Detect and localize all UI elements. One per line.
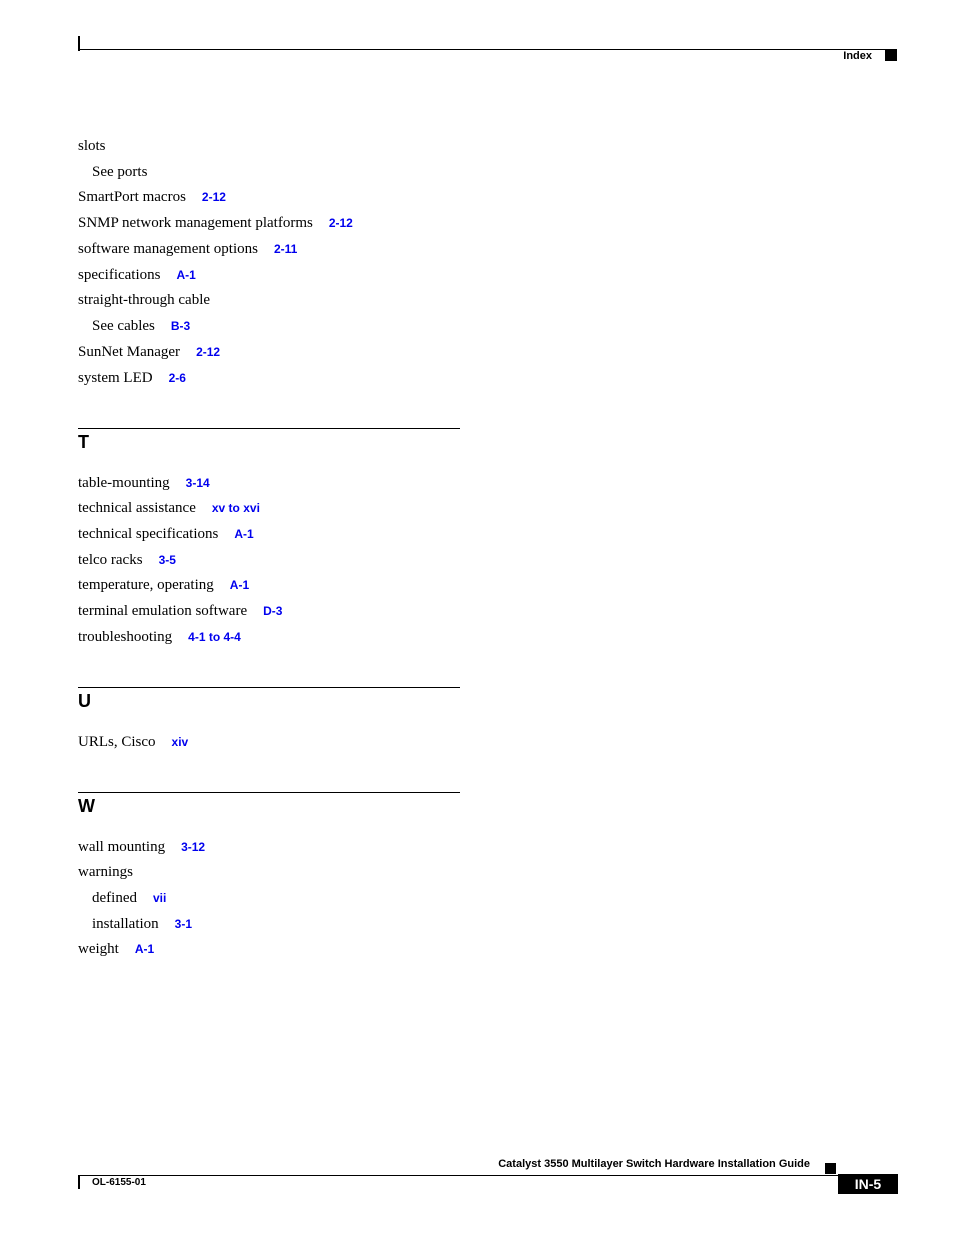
entry-term: defined [92, 890, 137, 906]
entry-term: technical specifications [78, 526, 219, 542]
header-rule [78, 49, 897, 50]
index-entry [78, 343, 220, 361]
section-rule [78, 428, 460, 429]
page-ref-link[interactable]: 4-1 to 4-4 [188, 630, 241, 644]
entry-term: system LED [78, 370, 153, 386]
index-subentry [92, 915, 192, 933]
footer-marker-box [825, 1163, 836, 1174]
section-heading-u: U [78, 691, 91, 711]
entry-term: troubleshooting [78, 629, 173, 645]
page-ref-link[interactable]: 2-12 [328, 216, 353, 230]
footer-tick-mark [78, 1175, 80, 1189]
footer-doc-number: OL-6155-01 [92, 1177, 146, 1188]
index-entry [78, 602, 282, 620]
page-ref-link[interactable]: xv to xvi [211, 501, 260, 515]
page-ref-link[interactable]: 3-12 [181, 840, 206, 854]
index-entry [78, 551, 176, 569]
index-entry [78, 863, 133, 881]
entry-term: See ports [92, 164, 148, 180]
index-entry [78, 733, 188, 751]
index-subentry [92, 889, 166, 907]
page-ref-link[interactable]: xiv [171, 735, 189, 749]
entry-term: URLs, Cisco [78, 734, 156, 750]
index-entry [78, 940, 154, 958]
entry-term: temperature, operating [78, 577, 214, 593]
entry-term: straight-through cable [78, 292, 211, 308]
page-ref-link[interactable]: B-3 [170, 319, 191, 333]
page-ref-link[interactable]: 2-12 [196, 345, 221, 359]
entry-term: software management options [78, 241, 258, 257]
page-ref-link[interactable]: D-3 [263, 604, 283, 618]
entry-term: SmartPort macros [78, 189, 186, 205]
entry-term: See cables [92, 318, 155, 334]
index-entry [78, 499, 260, 517]
footer-rule [78, 1175, 897, 1176]
index-entry [78, 628, 241, 646]
page-ref-link[interactable]: 3-14 [185, 476, 210, 490]
index-entry [78, 838, 205, 856]
section-rule [78, 687, 460, 688]
entry-term: SNMP network management platforms [78, 215, 313, 231]
page-ref-link[interactable]: A-1 [134, 942, 155, 956]
entry-term: specifications [78, 267, 161, 283]
page-ref-link[interactable]: 3-5 [158, 553, 176, 567]
entry-term: terminal emulation software [78, 603, 248, 619]
section-heading-t: T [78, 432, 89, 452]
index-entry [78, 369, 186, 387]
page-ref-link[interactable]: 2-11 [273, 242, 298, 256]
index-entry [78, 214, 353, 232]
page-ref-link[interactable]: A-1 [176, 268, 196, 282]
index-entry [78, 576, 249, 594]
page-ref-link[interactable]: 3-1 [174, 917, 193, 931]
page-ref-link[interactable]: 2-12 [201, 190, 226, 204]
entry-term: weight [78, 941, 119, 957]
entry-term: technical assistance [78, 500, 196, 516]
index-entry [78, 188, 226, 206]
page-ref-link[interactable]: 2-6 [168, 371, 186, 385]
entry-term: wall mounting [78, 839, 166, 855]
header-marker-box [885, 50, 897, 61]
page-ref-link[interactable]: A-1 [234, 527, 254, 541]
entry-term: table-mounting [78, 475, 170, 491]
index-entry [78, 291, 210, 309]
entry-term: warnings [78, 864, 133, 880]
header-section-label: Index [843, 50, 872, 62]
section-rule [78, 792, 460, 793]
footer-page-number: IN-5 [838, 1174, 898, 1194]
section-heading-w: W [78, 796, 95, 816]
index-entry [78, 474, 210, 492]
index-entry [78, 240, 297, 258]
entry-term: SunNet Manager [78, 344, 181, 360]
entry-term: telco racks [78, 552, 143, 568]
page-ref-link[interactable]: A-1 [229, 578, 250, 592]
index-subentry [92, 163, 147, 181]
index-subentry [92, 317, 190, 335]
entry-term: slots [78, 138, 106, 154]
index-entry [78, 137, 106, 155]
footer-guide-title: Catalyst 3550 Multilayer Switch Hardware Installation Guide [498, 1158, 810, 1170]
entry-term: installation [92, 916, 159, 932]
page-ref-link[interactable]: vii [152, 891, 167, 905]
index-entry [78, 266, 196, 284]
index-entry [78, 525, 254, 543]
